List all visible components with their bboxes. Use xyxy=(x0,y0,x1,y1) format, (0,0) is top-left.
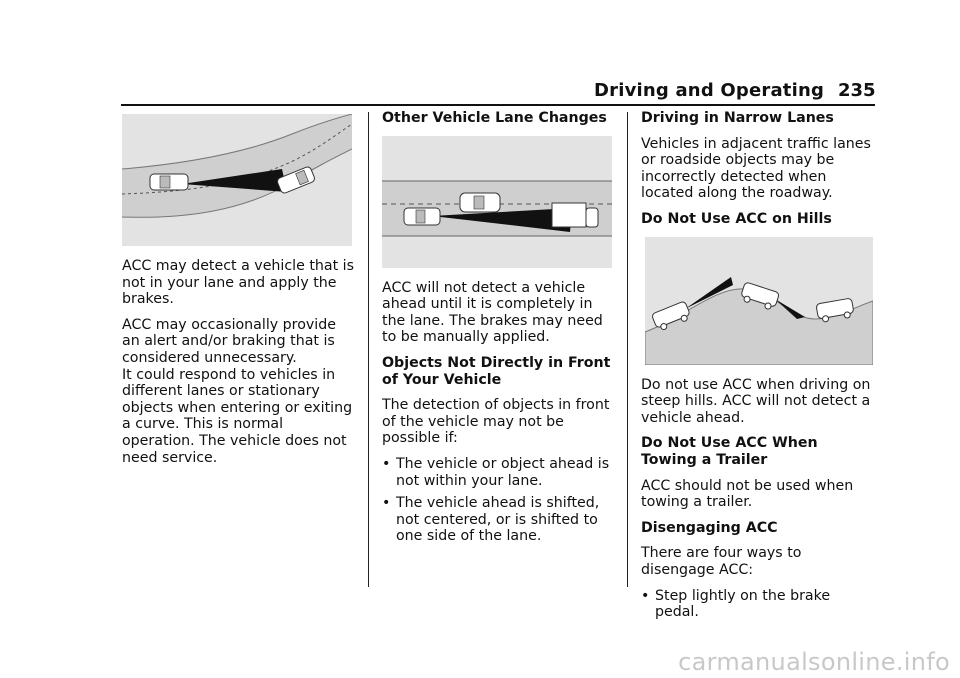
column-divider-1 xyxy=(368,112,369,587)
col2-paragraph-1: ACC will not detect a vehicle ahead until it is completely in the lane. The brakes may need to be manually applied. xyxy=(382,279,603,346)
hills-figure xyxy=(645,237,873,365)
col1-paragraph-1: ACC may detect a vehicle that is not in your lane and apply the brakes. xyxy=(122,258,354,308)
col2-heading-lane-changes: Other Vehicle Lane Changes xyxy=(382,110,607,126)
col3-heading-narrow-lanes: Driving in Narrow Lanes xyxy=(641,110,834,126)
curve-road-figure xyxy=(122,114,352,246)
col2-bullet-1: • The vehicle or object ahead is not within your lane. xyxy=(382,456,618,489)
col3-heading-disengaging: Disengaging ACC xyxy=(641,519,778,536)
col2-paragraph-2: The detection of objects in front of the vehicle may not be possible if: xyxy=(382,397,610,447)
col1-paragraph-2: ACC may occasionally provide an alert and/or braking that is considered unnecessary. xyxy=(122,316,336,366)
page-number: 235 xyxy=(838,80,876,101)
col2-heading-objects: Objects Not Directly in Front of Your Vehicle xyxy=(382,354,611,388)
col3-paragraph-1: Vehicles in adjacent traffic lanes or roadside objects may be incorrectly detected when located along the roadway. xyxy=(641,135,871,202)
watermark: carmanualsonline.info xyxy=(678,648,950,676)
header-rule xyxy=(121,104,875,106)
col3-paragraph-2: Do not use ACC when driving on steep hills. ACC will not detect a vehicle ahead. xyxy=(641,376,871,426)
col3-heading-towing: Do Not Use ACC When Towing a Trailer xyxy=(641,435,818,468)
col2-bullet-list xyxy=(382,456,618,545)
col3-paragraph-3: ACC should not be used when towing a trailer. xyxy=(641,477,854,511)
column-divider-2 xyxy=(627,112,628,587)
lane-change-figure xyxy=(382,136,612,268)
col3-bullet-list xyxy=(641,588,877,621)
col3-paragraph-4: There are four ways to disengage ACC: xyxy=(641,545,802,578)
column-1 xyxy=(122,114,354,475)
column-3 xyxy=(641,110,877,630)
page-header-section: Driving and Operating xyxy=(594,80,825,101)
column-2 xyxy=(382,110,618,554)
col3-heading-hills: Do Not Use ACC on Hills xyxy=(641,210,832,227)
col3-bullet-1: • Step lightly on the brake pedal. xyxy=(641,588,877,621)
col1-paragraph-3: It could respond to vehicles in different lanes or stationary objects when entering or exiting a curve. This is normal operation. The vehicle does not need service. xyxy=(122,366,353,466)
col2-bullet-2: • The vehicle ahead is shifted, not centered, or is shifted to one side of the lane. xyxy=(382,495,618,545)
